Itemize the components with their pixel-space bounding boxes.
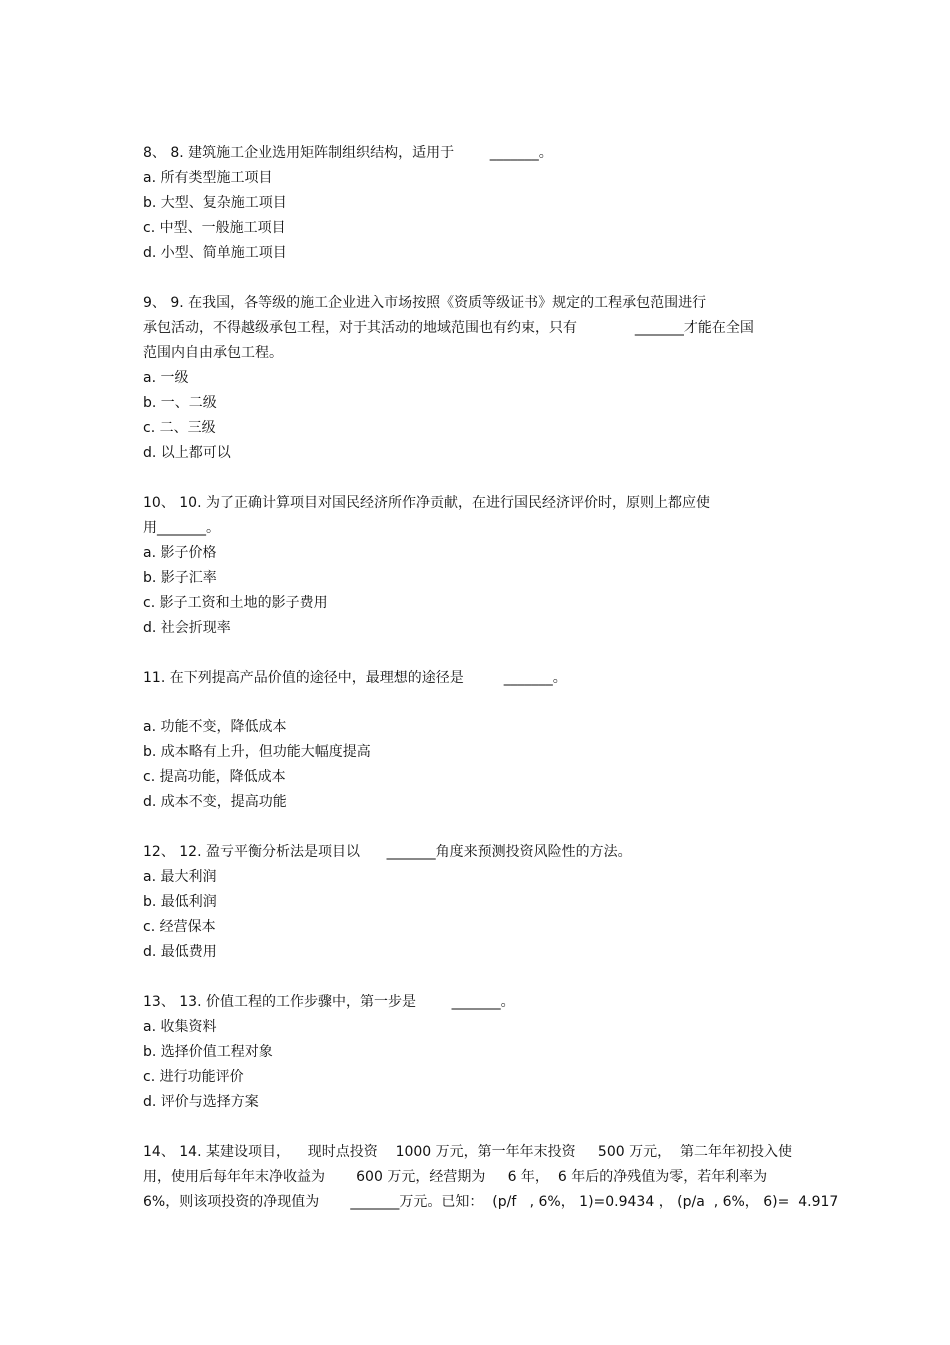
question-14-stem-line-1: 14、 14. 某建设项目， 现时点投资 1000 万元，第一年年末投资 500 万元， 第二年年初投入使 xyxy=(143,1144,792,1160)
question-9-stem-line-2: 承包活动，不得越级承包工程，对于其活动的地域范围也有约束，只有 _______才能在全国 xyxy=(143,320,754,336)
question-13-option-c: c. 进行功能评价 xyxy=(143,1069,244,1085)
question-12-stem: 12、 12. 盈亏平衡分析法是项目以 _______角度来预测投资风险性的方法。 xyxy=(143,844,632,860)
question-12-option-c: c. 经营保本 xyxy=(143,919,216,935)
question-9-option-a: a. 一级 xyxy=(143,370,189,386)
question-10-option-d: d. 社会折现率 xyxy=(143,620,231,636)
question-10-stem-line-2: 用_______。 xyxy=(143,520,220,536)
question-9-stem-line-1: 9、 9. 在我国，各等级的施工企业进入市场按照《资质等级证书》规定的工程承包范围进行 xyxy=(143,295,707,311)
question-13-option-d: d. 评价与选择方案 xyxy=(143,1094,259,1110)
question-10-option-a: a. 影子价格 xyxy=(143,545,217,561)
question-8-option-d: d. 小型、简单施工项目 xyxy=(143,245,287,261)
question-13-option-a: a. 收集资料 xyxy=(143,1019,217,1035)
question-12-option-a: a. 最大利润 xyxy=(143,869,217,885)
question-13-option-b: b. 选择价值工程对象 xyxy=(143,1044,273,1060)
question-8-option-b: b. 大型、复杂施工项目 xyxy=(143,195,287,211)
question-10-option-b: b. 影子汇率 xyxy=(143,570,217,586)
question-14-stem-line-2: 用，使用后每年年末净收益为 600 万元，经营期为 6 年， 6 年后的净残值为零，若年利率为 xyxy=(143,1169,768,1185)
question-9-option-c: c. 二、三级 xyxy=(143,420,216,436)
question-8-option-c: c. 中型、一般施工项目 xyxy=(143,220,286,236)
question-11-stem: 11. 在下列提高产品价值的途径中，最理想的途径是 _______。 xyxy=(143,670,567,686)
question-10-option-c: c. 影子工资和土地的影子费用 xyxy=(143,595,328,611)
question-10-stem-line-1: 10、 10. 为了正确计算项目对国民经济所作净贡献，在进行国民经济评价时，原则上都应使 xyxy=(143,495,710,511)
question-11-option-c: c. 提高功能，降低成本 xyxy=(143,769,286,785)
question-12-option-b: b. 最低利润 xyxy=(143,894,217,910)
question-11-option-a: a. 功能不变，降低成本 xyxy=(143,719,287,735)
question-11-option-b: b. 成本略有上升，但功能大幅度提高 xyxy=(143,744,371,760)
question-8-stem: 8、 8. 建筑施工企业选用矩阵制组织结构，适用于 _______。 xyxy=(143,145,553,161)
question-14-stem-line-3: 6%，则该项投资的净现值为 _______万元。已知： (p/f , 6%， 1)=0.9434 ， (p/a , 6%， 6)= 4.917 xyxy=(143,1194,839,1210)
question-8-option-a: a. 所有类型施工项目 xyxy=(143,170,273,186)
question-13-stem: 13、 13. 价值工程的工作步骤中，第一步是 _______。 xyxy=(143,994,515,1010)
question-9-stem-line-3: 范围内自由承包工程。 xyxy=(143,345,283,361)
question-12-option-d: d. 最低费用 xyxy=(143,944,217,960)
question-9-option-d: d. 以上都可以 xyxy=(143,445,231,461)
question-9-option-b: b. 一、二级 xyxy=(143,395,217,411)
question-11-option-d: d. 成本不变，提高功能 xyxy=(143,794,287,810)
